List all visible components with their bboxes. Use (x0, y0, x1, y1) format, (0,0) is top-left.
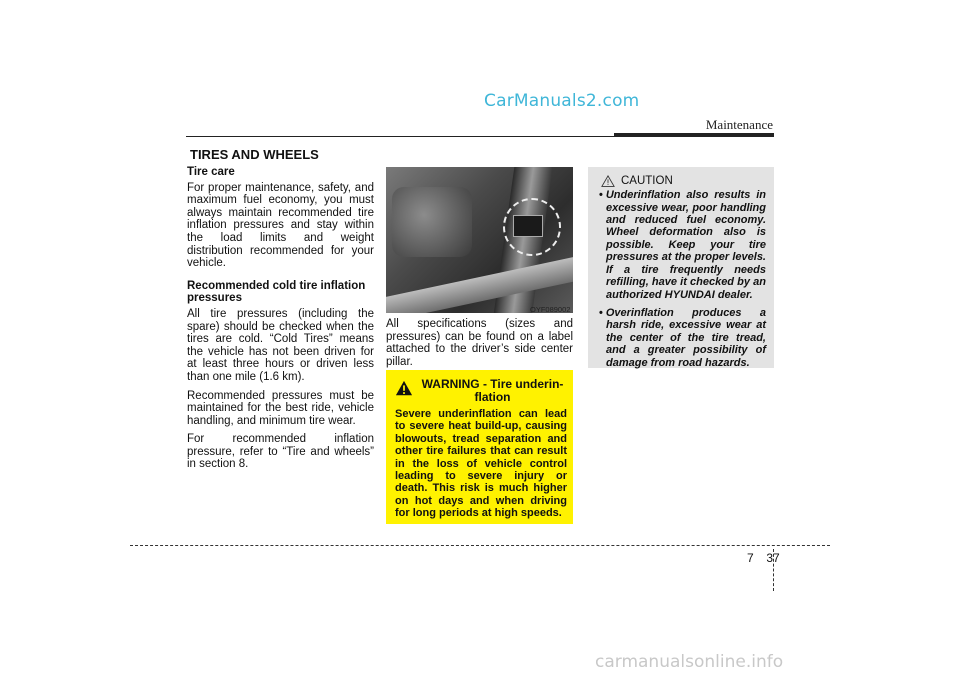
warning-box (386, 370, 573, 524)
photo-seat (392, 187, 472, 257)
caution-item: • Overinflation produces a harsh ride, excessive wear at the center of the tire tread, and a greater possibility of damage from road hazards. (599, 306, 766, 369)
caution-item: • Underinflation also results in excessive wear, poor handling and reduced fuel economy. Wheel deformation also is possible. Keep your tire pressures at the proper levels. If a tire frequently needs refilling, have it checked by an authorized HYUNDAI dealer. (599, 189, 766, 301)
footer-rule (130, 545, 830, 546)
caution-list (597, 189, 766, 369)
caution-triangle-icon (601, 175, 615, 187)
cold-pressure-heading: Recommended cold tire inflation pressures (187, 279, 366, 305)
warning-header (395, 378, 567, 404)
chapter-number: 7 (747, 551, 754, 565)
cold-pressure-para-2: Recommended pressures must be maintained for the best ride, vehicle handling, and minimum tire wear. (187, 389, 374, 427)
warning-title: WARNING - Tire underin-flation (421, 377, 564, 404)
caution-title: CAUTION (621, 175, 673, 188)
cold-pressure-para-3: For recommended inflation pressure, refer to “Tire and wheels” in section 8. (187, 433, 374, 471)
tire-care-heading: Tire care (187, 166, 235, 178)
photo-highlight-circle (503, 198, 561, 256)
section-title: TIRES AND WHEELS (190, 147, 319, 162)
cold-pressure-para-1: All tire pressures (including the spare) should be checked when the tires are cold. “Cold Tires” means the vehicle has not been driven for at least three hours or driven less than one mile (1.6 km). (187, 307, 374, 383)
figure-caption: OYF089002 (530, 305, 571, 314)
header-rule-accent (614, 133, 774, 137)
label-location-text: All specifications (sizes and pressures) can be found on a label attached to the driver’s side center pillar. (386, 318, 573, 368)
page-number (747, 551, 780, 565)
page-index: 37 (766, 551, 780, 565)
warning-body: Severe underinflation can lead to severe heat build-up, causing blowouts, tread separation and other tire failures that can result in the loss of vehicle control leading to severe injury or death. This risk is much higher on hot days and when driving for long periods at high speeds. (395, 408, 567, 520)
caution-box (588, 167, 774, 368)
tire-label-photo (386, 167, 573, 313)
warning-triangle-icon (395, 380, 413, 396)
left-column (187, 166, 374, 477)
middle-column (386, 318, 573, 368)
tire-care-text: For proper maintenance, safety, and maximum fuel economy, you must always maintain recommended tire inflation pressures and stay within the load limits and weight distribution recommended for your vehicle. (187, 181, 374, 270)
caution-header (597, 175, 766, 187)
page-number-divider (773, 549, 774, 591)
watermark-top: CarManuals2.com (484, 91, 640, 111)
section-header: Maintenance (705, 117, 773, 132)
watermark-bottom: carmanualsonline.info (595, 652, 784, 672)
